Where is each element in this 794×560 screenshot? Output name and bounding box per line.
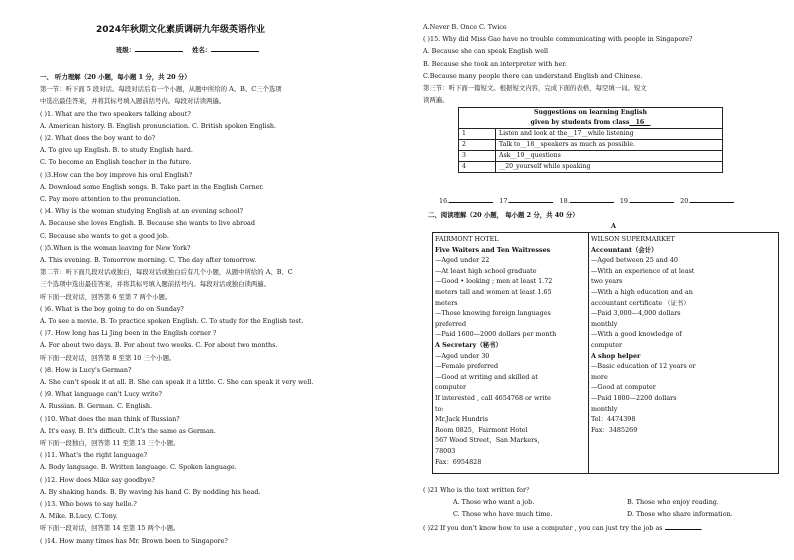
wilson-ad-line: —Good at computer: [591, 383, 656, 392]
name-label: 姓名：: [192, 46, 212, 54]
text-line: ( )7. How long has Li Jing been in the English corner ?: [40, 329, 217, 338]
text-line: ( )3.How can the boy improve his oral English?: [40, 170, 193, 179]
text-line: A. Because she can speak English well: [423, 47, 549, 56]
text-line: 中选出最佳答案，并将其标号填入题前括号内。每段对话读两遍。: [40, 97, 226, 106]
wilson-ad-line: —With an experience of at least: [591, 266, 695, 275]
text-line: ( )13. Who bows to say hello.?: [40, 500, 137, 508]
text-line: ( )10. What does the man think of Russian?: [40, 414, 180, 423]
class-label: 班级：: [116, 46, 136, 54]
name-field[interactable]: [211, 44, 259, 52]
q21-option-d[interactable]: D. Those who share information.: [627, 510, 733, 518]
text-line: 听下面一段对话，回答第 14 至第 15 两个小题。: [40, 524, 180, 533]
blank-16[interactable]: __16__: [629, 118, 651, 126]
table-row: 2 Talk to__18__speakers as much as possible.: [459, 140, 723, 151]
text-line: 听下面一段独白，回答第 11 至第 13 三个小题。: [40, 439, 180, 447]
fairmont-ad-line: 78003: [435, 447, 456, 455]
answer-blanks: 16. 17. 18. 19. 20.: [439, 195, 734, 205]
text-line: ( )5.When is the woman leaving for New York?: [40, 243, 191, 252]
ads-divider: [588, 233, 589, 473]
text-line: ( )1. What are the two speakers talking about?: [40, 109, 191, 118]
fairmont-ad-line: 567 Wood Street，San Markers，: [435, 436, 544, 445]
text-line: ( )9. What language can't Lucy write?: [40, 390, 162, 399]
fairmont-ad-line: preferred: [435, 319, 467, 328]
text-line: A.Never B. Once C. Twice: [423, 23, 507, 31]
text-line: 读两遍。: [423, 96, 449, 105]
text-line: 一、 听力理解（20 小题，每小题 1 分，共 20 分）: [40, 73, 191, 81]
text-line: 第二节：听下面几段对话或独白，每段对话或独白后有几个小题，从题中所给的 A、B、C: [40, 268, 293, 277]
wilson-ad: [591, 235, 776, 471]
text-line: ( )12. How does Mike say goodbye?: [40, 475, 155, 484]
fairmont-ad-line: —Aged under 22: [435, 256, 490, 265]
fairmont-ad-line: —Those knowing foreign languages: [435, 309, 551, 318]
text-line: A. Download some English songs. B. Take part in the English Corner.: [40, 182, 264, 191]
text-line: ( )8. How is Lucy's German?: [40, 365, 132, 374]
suggestions-table: [458, 107, 723, 173]
student-info: [116, 44, 259, 54]
text-line: ( )15. Why did Miss Gao have no trouble communicating with people in Singapore?: [423, 35, 693, 44]
text-line: A. For about two days. B. For about two weeks. C. For about two months.: [40, 341, 278, 350]
wilson-ad-line: —Basic education of 12 years or: [591, 362, 696, 371]
fairmont-ad-line: FAIRMONT HOTEL: [435, 235, 499, 243]
q21-option-c[interactable]: C. Those who have much time.: [453, 510, 553, 518]
fairmont-ad: [435, 235, 587, 471]
text-line: B. Because she took an interpreter with her.: [423, 59, 567, 68]
text-line: 三个选项中选出最佳答案，并将其标号填入题前括号内。每段对话或独白读两遍。: [40, 280, 271, 289]
text-line: A. She can't speak it at all. B. She can speak it a little. C. She can speak it very well.: [40, 378, 314, 386]
reading-header: 二、阅读理解（20 小题， 每小题 2 分，共 40 分）: [428, 211, 579, 219]
text-line: A. This evening. B. Tomorrow morning. C. The day after tomorrow.: [40, 256, 257, 264]
wilson-ad-line: —Paid 1800—2200 dollars: [591, 394, 677, 402]
fairmont-ad-line: —Good at writing and skilled at: [435, 372, 538, 381]
fairmont-ad-line: to:: [435, 404, 444, 413]
wilson-ad-line: Accountant（会计）: [591, 245, 658, 254]
fairmont-ad-line: —Paid 1600—2000 dollars per month: [435, 330, 557, 339]
q21-stem: ( )21 Who is the text written for？: [423, 486, 533, 494]
text-line: A. Mike. B.Lucy. C.Tony.: [40, 512, 118, 521]
text-line: ( )2. What does the boy want to do?: [40, 134, 156, 142]
text-line: A. To see a movie. B. To practice spoken English. C. To study for the English test.: [40, 317, 304, 325]
table-row: 4 __20_yourself while speaking: [459, 162, 723, 173]
text-line: C. Because she wants to get a good job.: [40, 231, 169, 240]
fairmont-ad-line: meters: [435, 298, 458, 307]
text-line: C. Pay more attention to the pronunciation.: [40, 195, 181, 203]
fairmont-ad-line: computer: [435, 383, 467, 392]
table-row: 3 Ask__19__questions: [459, 151, 723, 162]
wilson-ad-line: two years: [591, 277, 623, 286]
table-title: Suggestions on learning English: [459, 108, 723, 119]
answer-blank-17[interactable]: [509, 195, 553, 203]
answer-blank-16[interactable]: [449, 195, 493, 203]
wilson-ad-line: —Paid 3,000—4,000 dollars: [591, 309, 681, 318]
wilson-ad-line: monthly: [591, 404, 618, 413]
ads-box: [432, 232, 779, 474]
q21-option-a[interactable]: A. Those who want a job.: [453, 498, 535, 506]
fairmont-ad-line: If interested , call 4654768 or write: [435, 394, 551, 402]
wilson-ad-line: monthly: [591, 319, 618, 328]
wilson-ad-line: more: [591, 372, 608, 381]
q21-option-b[interactable]: B. Those who enjoy reading.: [627, 498, 719, 506]
q22-stem: ( )22 If you don't know how to use a computer , you can just try the job as .: [423, 524, 703, 532]
wilson-ad-line: Tel：4474398: [591, 415, 636, 424]
answer-blank-19[interactable]: [630, 195, 674, 203]
fairmont-ad-line: Room 0825，Fairmont Hotel: [435, 425, 528, 434]
text-line: ( )14. How many times has Mr. Brown been to Singapore?: [40, 536, 228, 545]
text-line: C. To become an English teacher in the future.: [40, 158, 192, 167]
text-line: 第三节：听下面一篇短文。根据短文内容，完成下面的表格，每空填一词。短文: [423, 84, 647, 92]
fairmont-ad-line: —Good • looking ; men at least 1.72: [435, 277, 553, 286]
wilson-ad-line: computer: [591, 341, 623, 349]
text-line: A. By shaking hands. B. By waving his hand C. By nodding his head.: [40, 487, 261, 496]
wilson-ad-line: —With a good knowledge of: [591, 330, 682, 339]
text-line: ( )4. Why is the woman studying English at an evening school?: [40, 207, 244, 216]
fairmont-ad-line: meters tall and women at least 1.65: [435, 288, 552, 296]
answer-blank-20[interactable]: [690, 195, 734, 203]
table-row: 1 Listen and look at the__17__while listening: [459, 129, 723, 140]
text-line: A. Body language. B. Written language. C. Spoken language.: [40, 463, 237, 472]
wilson-ad-line: Fax：3485269: [591, 425, 638, 434]
text-line: A. To give up English. B. to study English hard.: [40, 146, 193, 155]
text-line: ( )6. What is the boy going to do on Sunday?: [40, 304, 184, 313]
text-line: A. It's easy. B. It's difficult. C.It's the same as German.: [40, 426, 216, 435]
fairmont-ad-line: —At least high school graduate: [435, 266, 537, 275]
section-a-label: A: [611, 222, 616, 230]
table-subtitle: given by students from class__16__: [459, 118, 723, 129]
text-line: C.Because many people there can understand English and Chinese.: [423, 71, 643, 80]
fairmont-ad-line: —Female preferred: [435, 362, 499, 371]
wilson-ad-line: —With a high education and an: [591, 288, 693, 296]
text-line: 听下面一段对话，回答第 6 至第 7 两个小题。: [40, 292, 172, 301]
text-line: A. Because she loves English. B. Because she wants to live abroad: [40, 219, 255, 228]
answer-blank-18[interactable]: [570, 195, 614, 203]
q22-blank[interactable]: [665, 522, 701, 530]
wilson-ad-line: —Aged between 25 and 40: [591, 256, 678, 265]
fairmont-ad-line: Mr.Jack Hundris: [435, 415, 489, 424]
text-line: A. American history. B. English pronunciation. C. British spoken English.: [40, 121, 277, 130]
text-line: ( )11. What's the right language?: [40, 451, 148, 460]
text-line: A. Russian. B. German. C. English.: [40, 402, 153, 411]
page-title: 2024年秋期文化素质调研九年级英语作业: [96, 25, 266, 35]
text-line: 第一节：听下面 5 段对话。每段对话后有一个小题，从题中所给的 A、B、C三个选项: [40, 85, 282, 94]
wilson-ad-line: WILSON SUPERMARKET: [591, 235, 675, 243]
wilson-ad-line: accountant certificate （证书）: [591, 298, 690, 307]
class-field[interactable]: [135, 44, 183, 52]
fairmont-ad-line: Five Waiters and Ten Waitresses: [435, 245, 551, 254]
wilson-ad-line: A shop helper: [591, 351, 641, 360]
fairmont-ad-line: A Secretary（秘书）: [435, 341, 502, 349]
fairmont-ad-line: Fax：6954828: [435, 457, 482, 466]
text-line: 听下面一段对话，回答第 8 至第 10 三个小题。: [40, 353, 176, 362]
fairmont-ad-line: —Aged under 30: [435, 351, 490, 360]
